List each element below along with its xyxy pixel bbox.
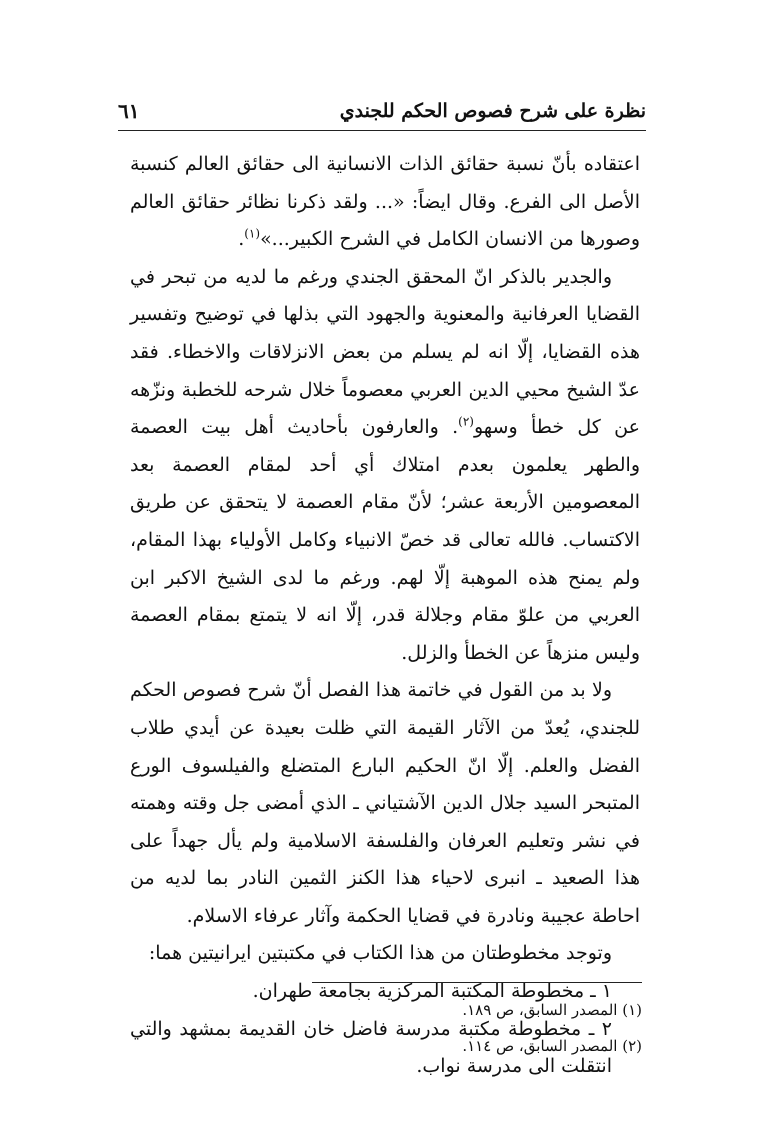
footnote-separator xyxy=(312,982,642,983)
footnote-ref-1[interactable]: (١) xyxy=(244,226,261,241)
body-text xyxy=(130,146,640,1086)
footnote-1: (١) المصدر السابق، ص ١٨٩. xyxy=(462,1001,642,1019)
page-number: ٦١ xyxy=(118,99,140,123)
list-item-2: ٢ ـ مخطوطة مكتبة مدرسة فاضل خان القديمة بمشهد والتي انتقلت الى مدرسة نواب. xyxy=(130,1017,612,1078)
running-header-title: نظرة على شرح فصوص الحكم للجندي xyxy=(339,100,646,122)
footnote-ref-2[interactable]: (٢) xyxy=(458,414,474,429)
running-header xyxy=(118,92,646,131)
paragraph-2 xyxy=(130,259,640,673)
paragraph-3: ولا بد من القول في خاتمة هذا الفصل أنّ شرح فصوص الحكم للجندي، يُعدّ من الآثار القيمة التي ظلت بعيدة عن أيدي طلاب الفضل والعلم. إلّا انّ الحكيم البارع المتضلع والفيلسوف الورع المتبحر السيد جلال الدين الآشتياني ـ الذي أمضى جل وقته وهمته في نشر وتعليم العرفان والفلسفة الاسلامية ولم يأل جهداً على هذا الصعيد ـ انبرى لاحياء هذا الكنز الثمين النادر بما لديه من احاطة عجيبة ونادرة في قضايا الحكمة وآثار عرفاء الاسلام. xyxy=(130,679,640,927)
footnote-2: (٢) المصدر السابق، ص ١١٤. xyxy=(462,1037,642,1055)
paragraph-2-text-a: والجدير بالذكر انّ المحقق الجندي ورغم ما لديه من تبحر في القضايا العرفانية والمعنوية والجهود التي بذلها في توضيح وتفسير هذه القضايا، إلّا انه لم يسلم من بعض الانزلاقات والاخطاء. فقد عدّ الشيخ محيي الدين العربي معصوماً خلال شرحه للخطبة ونزّهه عن كل خطأ وسهو xyxy=(130,265,640,439)
paragraph-4: وتوجد مخطوطتان من هذا الكتاب في مكتبتين ايرانيتين هما: xyxy=(148,942,612,965)
paragraph-2-text-b: . والعارفون بأحاديث أهل بيت العصمة والطهر يعلمون بعدم امتلاك أي أحد لمقام العصمة بعد المعصومين الأربعة عشر؛ لأنّ مقام العصمة لا يتحقق عن طريق الاكتساب. فالله تعالى قد خصّ الانبياء وكامل الأولياء بهذا المقام، ولم يمنح هذه الموهبة إلّا لهم. ورغم ما لدى الشيخ الاكبر ابن العربي من علوّ مقام وجلالة قدر، إلّا انه لا يتمتع بمقام العصمة وليس منزهاً عن الخطأ والزلل. xyxy=(130,416,640,664)
footnotes xyxy=(300,992,642,1064)
paragraph-1-text: اعتقاده بأنّ نسبة حقائق الذات الانسانية الى حقائق العالم كنسبة الأصل الى الفرع. وقال ايضاً: «... ولقد ذكرنا نظائر حقائق العالم وصورها من الانسان الكامل في الشرح الكبير...» xyxy=(130,153,640,251)
paragraph-1 xyxy=(130,146,640,259)
list-item-1: ١ ـ مخطوطة المكتبة المركزية بجامعة طهران. xyxy=(252,980,612,1003)
paragraph-1-end: . xyxy=(238,228,245,251)
